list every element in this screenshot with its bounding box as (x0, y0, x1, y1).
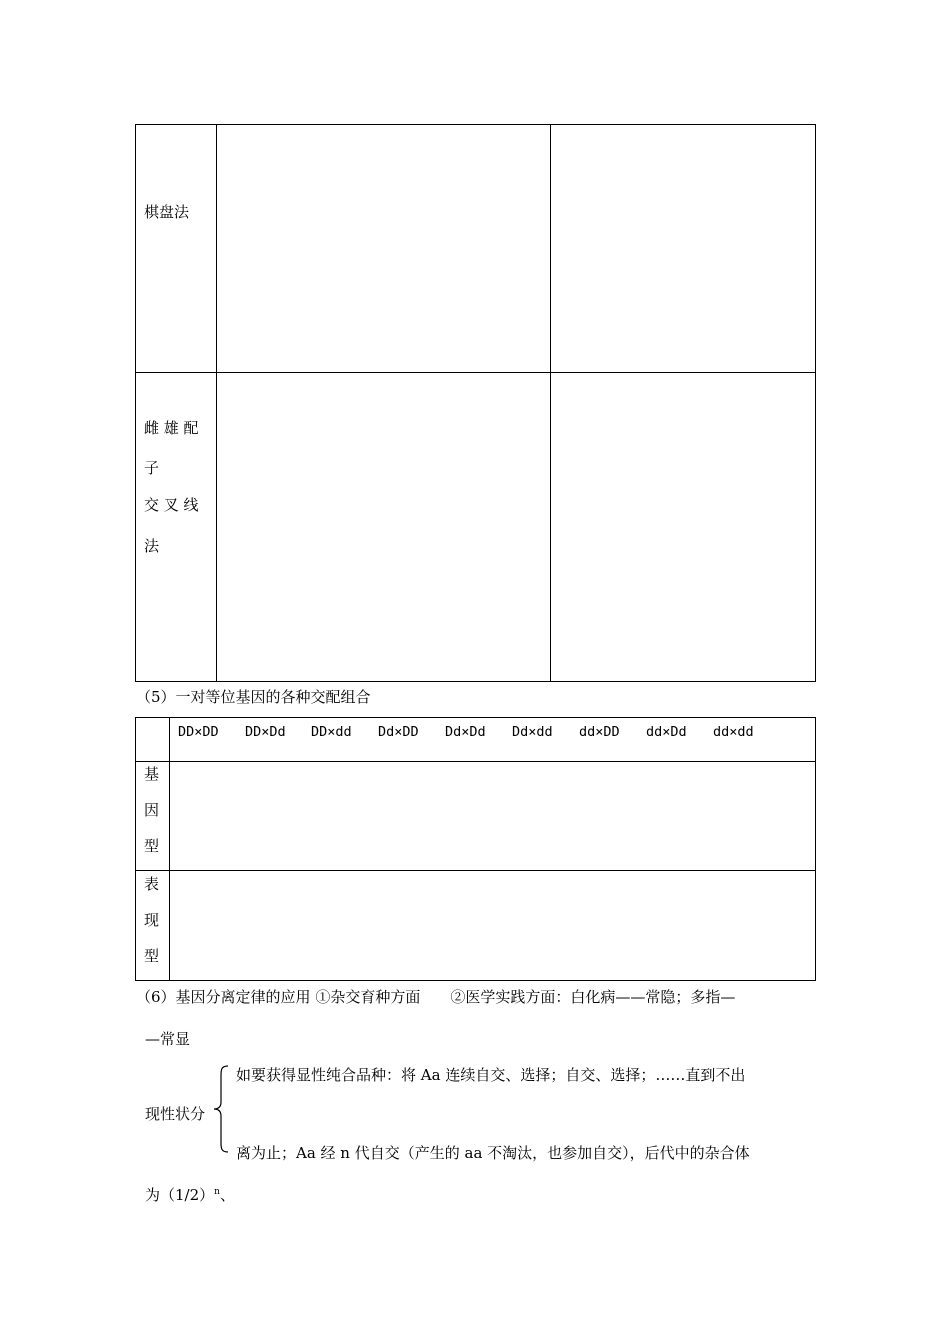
table1-col-divider-1 (216, 124, 217, 682)
section5-heading: （5）一对等位基因的各种交配组合 (136, 688, 371, 706)
col-header-6: Dd×dd (512, 724, 553, 740)
row-label-genotype-1: 基 (144, 765, 160, 783)
table1-border-right (815, 124, 816, 682)
brace-bottom-text: 离为止；Aa 经 n 代自交（产生的 aa 不淘汰，也参加自交），后代中的杂合体 (236, 1144, 750, 1162)
row-label-genotype-3: 型 (144, 837, 160, 855)
row-label-phenotype-2: 现 (144, 911, 160, 929)
col-header-3: DD×dd (311, 724, 352, 740)
col-header-4: Dd×DD (378, 724, 419, 740)
col-header-5: Dd×Dd (445, 724, 486, 740)
table2-border-bottom (135, 980, 816, 981)
col-header-8: dd×Dd (646, 724, 687, 740)
section6-line1: （6）基因分离定律的应用 ①杂交育种方面 ②医学实践方面：白化病——常隐；多指— (136, 988, 736, 1006)
brace-label: 现性状分 (145, 1105, 206, 1123)
row-label-checkerboard: 棋盘法 (144, 203, 190, 221)
row-label-crossline-4: 法 (144, 537, 160, 555)
row-label-genotype-2: 因 (144, 801, 160, 819)
row-label-phenotype-1: 表 (144, 875, 160, 893)
table1-border-top (135, 124, 816, 125)
table2-border-top (135, 717, 816, 718)
table2-row-divider-1 (135, 761, 816, 762)
last-line-suffix: 、 (219, 1186, 235, 1204)
section6-last-line (145, 1184, 235, 1205)
last-line-superscript: n (214, 1187, 220, 1197)
curly-brace-icon (212, 1064, 232, 1154)
brace-top-text: 如要获得显性纯合品种：将 Aa 连续自交、选择；自交、选择；……直到不出 (236, 1066, 746, 1084)
col-header-9: dd×dd (713, 724, 754, 740)
table2-col-divider (169, 717, 170, 981)
table1-border-left (135, 124, 136, 682)
table2-row-divider-2 (135, 870, 816, 871)
col-header-7: dd×DD (579, 724, 620, 740)
table1-border-mid (135, 372, 816, 373)
table2-border-right (815, 717, 816, 981)
row-label-phenotype-3: 型 (144, 947, 160, 965)
last-line-prefix: 为（1/2） (145, 1186, 215, 1204)
table1-col-divider-2 (550, 124, 551, 682)
row-label-crossline-2: 子 (144, 459, 160, 477)
row-label-crossline-1: 雌 雄 配 (144, 419, 199, 437)
section6-line2: —常显 (145, 1030, 191, 1048)
table1-border-bottom (135, 681, 816, 682)
col-header-1: DD×DD (178, 724, 219, 740)
col-header-2: DD×Dd (245, 724, 286, 740)
row-label-crossline-3: 交 叉 线 (144, 496, 199, 514)
table2-border-left (135, 717, 136, 981)
